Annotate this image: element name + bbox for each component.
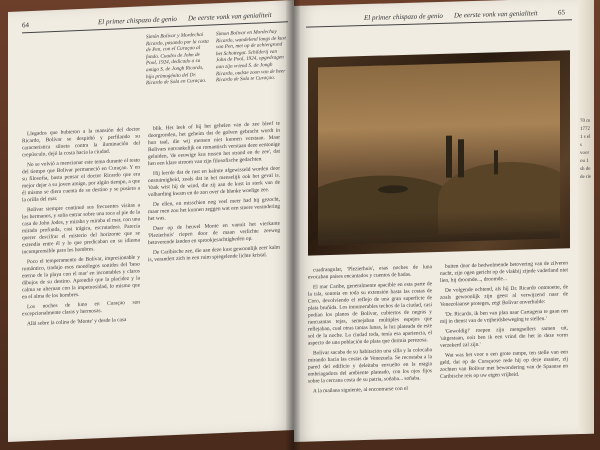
painting-figure [446, 136, 452, 178]
painting-foreground [318, 209, 560, 246]
paragraph: Hij leerde dat de rust en kalmte afgewisseld worden door onstuimigheid, zoals dat in het menselijk ook het geval is. Vaak wist hij de wind, die zij aan de kust in sterk van de volharding kwam en de zon over de blanke woelige zee. [148, 165, 280, 199]
painting-frame [308, 50, 570, 255]
left-page-number: 64 [22, 21, 29, 30]
paragraph: cuadrangular, 'Plezierhuis', esas noches de luna evocaban países encantados y cuentos de hadas. [308, 264, 432, 281]
paragraph: 'Gewoldig!' roepen zijn mengsellers samen uit, 'uitgestaan, ooit ben ik een vrind die het in deze vorm verzekerd zal zijn.' [440, 325, 568, 349]
paragraph: De ellen, en misschien nog veel meer had hij gezocht, maar men zou het kunnen zeggen wat een stoere verandering het was. [148, 196, 280, 223]
left-page [8, 0, 294, 442]
edge-page-text: 70 m 1772 1 s el s voor ou 1 sh de de rie [580, 118, 592, 181]
book-gutter [286, 0, 300, 450]
caption-dutch: Simon Bolivar en Mordechay Ricardo, wandelend langs de kust van Pen, met op de achtergrond het Schottegat. Schilderij van John de Pool, 1924, opgedragen aan zijn vriend S. de Jongh Ricardo, oudste zoon van de heer Ricardo de Sola te Curaçao. [216, 28, 286, 84]
right-page [294, 0, 594, 442]
caption-spanish: Simón Bolívar y Mordechai Ricardo, pasando por la costa de Pen, con el Curaçao al fondo. Cuadro de John de Pool, 1924, dedicado a su amigo S. de Jongh Ricardo, hijo primogénito del Dr. Ricardo de Sola en Curaçao. [146, 31, 209, 87]
paragraph: No se volvió a mencionar este tema durante el resto del tiempo que Bolívar permaneció en Curaçao. Y en su filosofía, basta pensar el doctor Ricardo que era mejor dejar a su joven amigo, por algún tiempo, a que él mismo se diera cuenta de su destino y se pusiera a la orilla del mar. [22, 157, 140, 204]
paragraph: A la mañana siguiente, al encontrarse con el [313, 385, 408, 395]
paragraph: Daar op de heuvel Monte en vanuit het vierkante 'Plezierhuis' riepen door de maan verlichte zeeweg betoverende landen en sprookjesachtigheden op. [148, 220, 280, 247]
right-running-head: El primer chispazo de genio [364, 11, 443, 23]
left-running-head: El primer chispazo de genio [98, 14, 177, 27]
next-page-edge [578, 0, 594, 434]
painting-figure [458, 139, 464, 177]
paragraph: Bolívar siempre continuó sus frecuentes visitas a los hermanos, y solía entrar sobre una roca al pie de la casa de John Jodes, y miraba y miraba el mar, con una mirada profunda, casi trágica, escrutadora. Parecía querer descifrar el misterio del horizonte que se extendía entre él y lo que predicaban en su idioma incomprensible para los hombres. [22, 202, 140, 256]
left-running-head-alt: De eerste vonk van genialiteit [188, 10, 272, 23]
right-dutch-column [440, 260, 568, 432]
paragraph: De volgende ochtend, als hij Dr. Ricardo ontmoette, de zoals gewoonlijk zijn geest al verwijzend naar de Venezolaanse proteges, zegt Bolívar onverhulde: [440, 284, 568, 308]
paragraph: Bolívar sacaba de su habitación una silla y la colocaba mirando hacia las costas de Venezuela. Se recostaba a la pared del edificio y deleitaba envuelto en la magia embriagadora del ambiente plateado, con los ojos fijos sobre la cercana costa de su patria, soñaba... soñaba. [308, 347, 432, 385]
paragraph: Allá sobre la colina de 'Monte' y desde la casa [27, 317, 127, 328]
left-spanish-column [22, 126, 140, 431]
painting-figure [494, 150, 498, 174]
paragraph: De Caribische zee, die aan deze kust gewoonlijk zeer kalm is, verandert zich in een ruim spiegelende lichte kristal. [148, 244, 280, 264]
paragraph: blik. Het leek of hij het gehelen van de zee bleef te doorgronden, het geheim dat de golven gebracht wordt in hun taal, die wij mensen niet kunnen verstaan. Maar Bolívars ontvankelijk en romantisch verstaan deze eentonige geluiden, 'de eeuwige kus tussen het strand en de zee', dat hen een klare stroom van zijn filosofische gedachten. [148, 120, 280, 168]
right-header-rule [306, 19, 572, 27]
paragraph: buiten door de bedwelmende betovering van de zilveren nacht, zijn ogen gericht op de vlakbij zijnde vaderland niet lien, hij droomde..., droomde... [440, 260, 568, 284]
paragraph: Poco el temperamento de Bolívar, impresionable y romántico, tradujo esos monólogos sonidos del 'beso eterno de la playa con el mar' en incontables y claros dibujos de su destino. Aprendió que la placidez y la calma se alternan con la impetuosidad, lo mismo que en el alma de los hombres. [22, 254, 140, 301]
paragraph: 'Dr. Ricardo, ik ben van plan naar Cartagena te gaan om mij in dienst van de vrijheidsbeweging te stellen.' [440, 308, 568, 325]
painting [318, 61, 560, 246]
right-page-number: 65 [558, 8, 565, 17]
paragraph: El mar Caribe, generalmente apacible en esta parte de la isla, sonreía en toda su extensión hasta las costas de Coro, devolviendo el reflejo de una gran superficie de plata bruñida. Los innumerables techos de la ciudad, casi podían los planos de Bolívar, cubiertos de negras y rancuantas tejas, semejaban múltiples espejos que reflejaban, cual otras tantas lunas, la luz plateada de este sol de la noche. La ciudad toda, tenía esa apariencia, el aspecto de una población de plata que dormía perezosa. [308, 281, 432, 347]
paragraph: Los noches de luna en Curaçao son excepcionalmente claras y hermosas. [22, 299, 140, 318]
right-running-head-alt: De eerste vonk van genialiteit [454, 9, 538, 20]
paragraph: Llegados que hubieron a la mansión del doctor Ricardo, Bolívar se despidió y perfilando su característica silueta contra la iluminación del crepúsculo, dejó la costa hacia la ciudad. [22, 126, 140, 159]
paragraph: Wat was het voor u een grote rampe, ten stelle van een geld, dat op de Curaçaose rede hij op deze manier, zij zochten van Bolívar met bewondering van de Spaanse en Caribische reis op uw eigen vrijheid. [440, 349, 568, 380]
right-spanish-column [308, 264, 432, 435]
left-dutch-column [148, 121, 280, 427]
